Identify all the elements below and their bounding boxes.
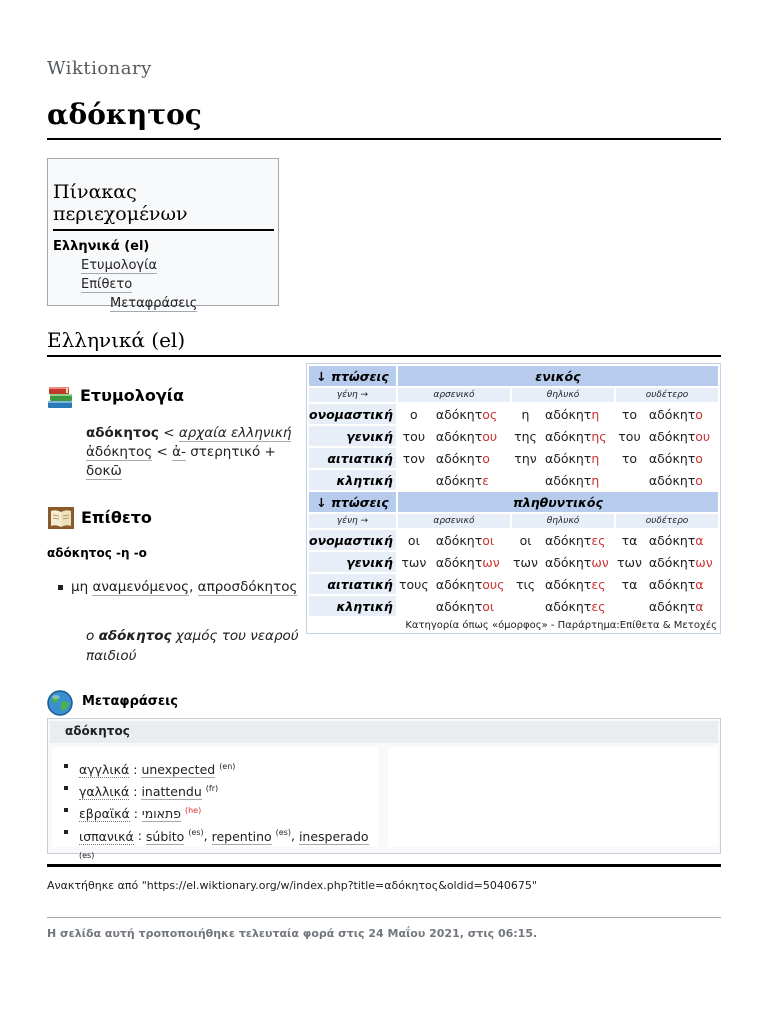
footer-divider: [47, 917, 721, 918]
form-ending: α: [695, 598, 704, 614]
form-cell[interactable]: [645, 448, 718, 468]
definition-list: [58, 578, 298, 597]
etymology-source-link[interactable]: αρχαία ελληνική: [178, 425, 292, 441]
form-ending: ου: [695, 428, 711, 444]
last-modified: Η σελίδα αυτή τροποποιήθηκε τελευταία φορά στις 24 Μαΐου 2021, στις 06:15.: [47, 927, 538, 940]
word-repentino[interactable]: repentino: [211, 828, 272, 844]
article-cell: των: [398, 552, 430, 572]
article-cell: οι: [512, 530, 539, 550]
form-stem: αδόκητ: [648, 428, 696, 444]
definition-link-1[interactable]: αναμενόμενος: [92, 579, 190, 595]
definition-link-2[interactable]: απροσδόκητος: [197, 579, 298, 595]
neuter-header-plural: ουδέτερο: [616, 514, 718, 528]
form-ending: ο: [695, 406, 703, 422]
site-name[interactable]: Wiktionary: [47, 58, 152, 79]
etymology-prefix-link[interactable]: ἀ-: [172, 444, 186, 460]
form-cell[interactable]: [541, 448, 614, 468]
form-ending: ε: [482, 472, 490, 488]
toc-title: Πίνακας περιεχομένων: [53, 181, 274, 231]
word-unexpected[interactable]: unexpected: [141, 762, 216, 778]
lang-spanish[interactable]: ισπανικά: [79, 828, 134, 844]
article-cell: τους: [398, 574, 430, 594]
etymology-lt: <: [158, 425, 179, 441]
title-divider: [47, 138, 721, 140]
lang-hebrew[interactable]: εβραϊκά: [79, 806, 130, 822]
colon: :: [133, 828, 146, 844]
code-es-2[interactable]: (es): [275, 828, 291, 838]
form-stem: αδόκητ: [544, 532, 592, 548]
form-stem: αδόκητ: [544, 450, 592, 466]
article-cell: το: [616, 404, 643, 424]
form-cell[interactable]: [432, 470, 510, 490]
form-ending: ο: [695, 450, 703, 466]
singular-header: ενικός: [398, 366, 718, 386]
neuter-header: ουδέτερο: [616, 388, 718, 402]
case-label[interactable]: αιτιατική: [309, 574, 396, 594]
declension-table: [306, 363, 721, 634]
code-es-1[interactable]: (es): [188, 828, 204, 838]
plural-row: [309, 596, 718, 616]
article-cell: του: [616, 426, 643, 446]
form-stem: αδόκητ: [435, 532, 483, 548]
adjective-headword: αδόκητος -η -ο: [47, 546, 147, 560]
form-cell[interactable]: [541, 552, 614, 572]
plural-header: πληθυντικός: [398, 492, 718, 512]
case-label[interactable]: ονομαστική: [309, 530, 396, 550]
plural-row: [309, 574, 718, 594]
form-cell[interactable]: [541, 530, 614, 550]
translations-column-right: [388, 747, 718, 847]
adjective-heading: Επίθετο: [81, 508, 152, 527]
form-ending: α: [695, 532, 704, 548]
singular-row: [309, 470, 718, 490]
translations-box: [47, 718, 721, 860]
translations-heading: Μεταφράσεις: [82, 694, 178, 709]
colon: :: [129, 784, 142, 800]
form-ending: ων: [482, 554, 500, 570]
form-ending: η: [591, 406, 600, 422]
translations-column-left: [52, 747, 378, 860]
form-stem: αδόκητ: [435, 472, 483, 488]
declension-footer[interactable]: Κατηγορία όπως «όμορφος» - Παράρτημα:Επίθετα & Μετοχές: [405, 620, 717, 631]
article-cell: οι: [398, 530, 430, 550]
case-label[interactable]: κλητική: [309, 596, 396, 616]
plural-row: [309, 552, 718, 572]
form-stem: αδόκητ: [544, 576, 592, 592]
translation-item-english: [64, 757, 384, 779]
etymology-source-word-link[interactable]: ἀδόκητος: [86, 444, 153, 460]
form-stem: αδόκητ: [648, 576, 696, 592]
etymology-lt2: <: [152, 444, 173, 460]
form-ending: ους: [482, 576, 505, 592]
form-cell[interactable]: [645, 574, 718, 594]
content-divider: [47, 864, 721, 867]
code-he[interactable]: (he): [184, 806, 202, 816]
form-cell[interactable]: [432, 426, 510, 446]
etymology-heading: Ετυμολογία: [80, 386, 184, 405]
form-cell[interactable]: [432, 574, 510, 594]
article-cell: [616, 596, 643, 616]
form-cell[interactable]: [645, 426, 718, 446]
form-stem: αδόκητ: [544, 598, 592, 614]
article-cell: [512, 470, 539, 490]
cases-header: ↓ πτώσεις: [309, 366, 396, 386]
form-stem: αδόκητ: [648, 472, 696, 488]
etymology-root-link[interactable]: δοκῶ: [86, 463, 122, 479]
form-stem: αδόκητ: [544, 428, 592, 444]
form-ending: ο: [695, 472, 703, 488]
colon: :: [129, 762, 142, 778]
form-cell[interactable]: [541, 596, 614, 616]
etymology-prefix-desc: στερητικό +: [185, 444, 276, 460]
form-stem: αδόκητ: [648, 450, 696, 466]
word-inesperado[interactable]: inesperado: [298, 828, 369, 844]
form-cell[interactable]: [432, 552, 510, 572]
feminine-header-plural: θηλυκό: [512, 514, 614, 528]
form-ending: ες: [591, 576, 606, 592]
singular-row: [309, 448, 718, 468]
genders-header-plural: γένη →: [309, 514, 396, 528]
form-cell[interactable]: [432, 596, 510, 616]
form-stem: αδόκητ: [648, 406, 696, 422]
article-cell: τις: [512, 574, 539, 594]
genders-header: γένη →: [309, 388, 396, 402]
form-cell[interactable]: [645, 530, 718, 550]
form-stem: αδόκητ: [435, 450, 483, 466]
article-cell: την: [512, 448, 539, 468]
form-cell[interactable]: [645, 470, 718, 490]
form-stem: αδόκητ: [435, 598, 483, 614]
article-cell: του: [398, 426, 430, 446]
masculine-header: αρσενικό: [398, 388, 510, 402]
toc-item-adjective[interactable]: Επίθετο: [81, 277, 133, 292]
word-inattendu[interactable]: inattendu: [141, 784, 202, 800]
masculine-header-plural: αρσενικό: [398, 514, 510, 528]
form-ending: η: [591, 450, 600, 466]
language-heading: Ελληνικά (el): [47, 328, 186, 352]
case-label[interactable]: γενική: [309, 426, 396, 446]
etymology-text: [86, 424, 296, 481]
article-cell: [398, 596, 430, 616]
definition-sep: ,: [189, 579, 198, 595]
form-ending: ες: [591, 598, 606, 614]
bullet: [64, 786, 68, 790]
translation-item-spanish: ισπανικά : súbito $^{(es)}$, repentino $^{(es)}$, inesperado $^{(es)}$: [64, 823, 384, 867]
case-label[interactable]: γενική: [309, 552, 396, 572]
cases-header-plural: ↓ πτώσεις: [309, 492, 396, 512]
form-ending: ες: [591, 532, 606, 548]
colon: :: [129, 806, 142, 822]
case-label[interactable]: κλητική: [309, 470, 396, 490]
form-cell[interactable]: [432, 448, 510, 468]
word-hebrew[interactable]: פתאומי: [141, 806, 181, 822]
article-cell: [512, 596, 539, 616]
usage-example: [86, 626, 306, 666]
lang-english[interactable]: αγγλικά: [79, 762, 130, 778]
code-es-3[interactable]: (es): [79, 850, 95, 860]
toc-item-greek[interactable]: Ελληνικά (el): [53, 239, 150, 254]
form-stem: αδόκητ: [435, 554, 483, 570]
definition-prefix: μη: [71, 579, 93, 595]
article-cell: των: [616, 552, 643, 572]
form-stem: αδόκητ: [648, 598, 696, 614]
form-cell[interactable]: [432, 530, 510, 550]
translations-list: [64, 757, 384, 868]
example-bold: αδόκητος: [98, 628, 172, 644]
form-ending: α: [695, 576, 704, 592]
form-ending: ων: [591, 554, 609, 570]
bullet: [64, 830, 68, 834]
form-stem: αδόκητ: [544, 554, 592, 570]
article-cell: τα: [616, 530, 643, 550]
etymology-word: αδόκητος: [86, 425, 159, 441]
page-title: αδόκητος: [47, 98, 202, 131]
form-cell[interactable]: [645, 552, 718, 572]
form-ending: οι: [482, 598, 495, 614]
form-cell[interactable]: [645, 404, 718, 424]
article-cell: η: [512, 404, 539, 424]
article-cell: ο: [398, 404, 430, 424]
form-ending: η: [591, 472, 600, 488]
form-cell[interactable]: [541, 574, 614, 594]
code-fr[interactable]: (fr): [205, 784, 219, 794]
article-cell: τον: [398, 448, 430, 468]
article-cell: της: [512, 426, 539, 446]
table-of-contents: [47, 158, 279, 311]
singular-row: [309, 426, 718, 446]
bullet: [64, 764, 68, 768]
bullet: [64, 808, 68, 812]
definition-item: [71, 578, 298, 597]
form-stem: αδόκητ: [435, 406, 483, 422]
language-divider: [47, 355, 721, 357]
feminine-header: θηλυκό: [512, 388, 614, 402]
plural-row: [309, 530, 718, 550]
form-cell[interactable]: [432, 404, 510, 424]
word-subito[interactable]: súbito: [145, 828, 185, 844]
translations-box-title: αδόκητος: [50, 721, 718, 743]
form-stem: αδόκητ: [648, 532, 696, 548]
form-stem: αδόκητ: [544, 406, 592, 422]
retrieved-from[interactable]: Ανακτήθηκε από "https://el.wiktionary.org/w/index.php?title=αδόκητος&oldid=5040675": [47, 879, 537, 892]
lang-french[interactable]: γαλλικά: [79, 784, 130, 800]
case-label[interactable]: αιτιατική: [309, 448, 396, 468]
form-ending: ο: [482, 450, 490, 466]
form-ending: ου: [482, 428, 498, 444]
form-stem: αδόκητ: [544, 472, 592, 488]
form-cell[interactable]: [541, 404, 614, 424]
form-ending: ων: [695, 554, 713, 570]
translation-item-hebrew: [64, 801, 384, 823]
books-icon: [46, 384, 74, 410]
example-pre: ο: [86, 628, 99, 644]
example-post: χαμός του νεαρού παιδιού: [86, 628, 299, 664]
singular-row: [309, 404, 718, 424]
form-stem: αδόκητ: [648, 554, 696, 570]
bullet: [58, 585, 63, 590]
toc-item-etymology[interactable]: Ετυμολογία: [81, 258, 158, 273]
article-cell: τα: [616, 574, 643, 594]
article-cell: των: [512, 552, 539, 572]
globe-icon: [46, 689, 74, 715]
form-stem: αδόκητ: [435, 428, 483, 444]
form-ending: ος: [482, 406, 498, 422]
form-cell[interactable]: [541, 470, 614, 490]
form-stem: αδόκητ: [435, 576, 483, 592]
article-cell: [398, 470, 430, 490]
form-ending: ης: [591, 428, 607, 444]
form-cell[interactable]: [645, 596, 718, 616]
code-en[interactable]: (en): [219, 762, 236, 771]
open-book-icon: [47, 505, 75, 531]
article-cell: [616, 470, 643, 490]
form-ending: οι: [482, 532, 495, 548]
article-cell: το: [616, 448, 643, 468]
case-label[interactable]: ονομαστική: [309, 404, 396, 424]
toc-item-translations[interactable]: Μεταφράσεις: [110, 296, 198, 311]
translation-item-french: [64, 779, 384, 801]
form-cell[interactable]: [541, 426, 614, 446]
